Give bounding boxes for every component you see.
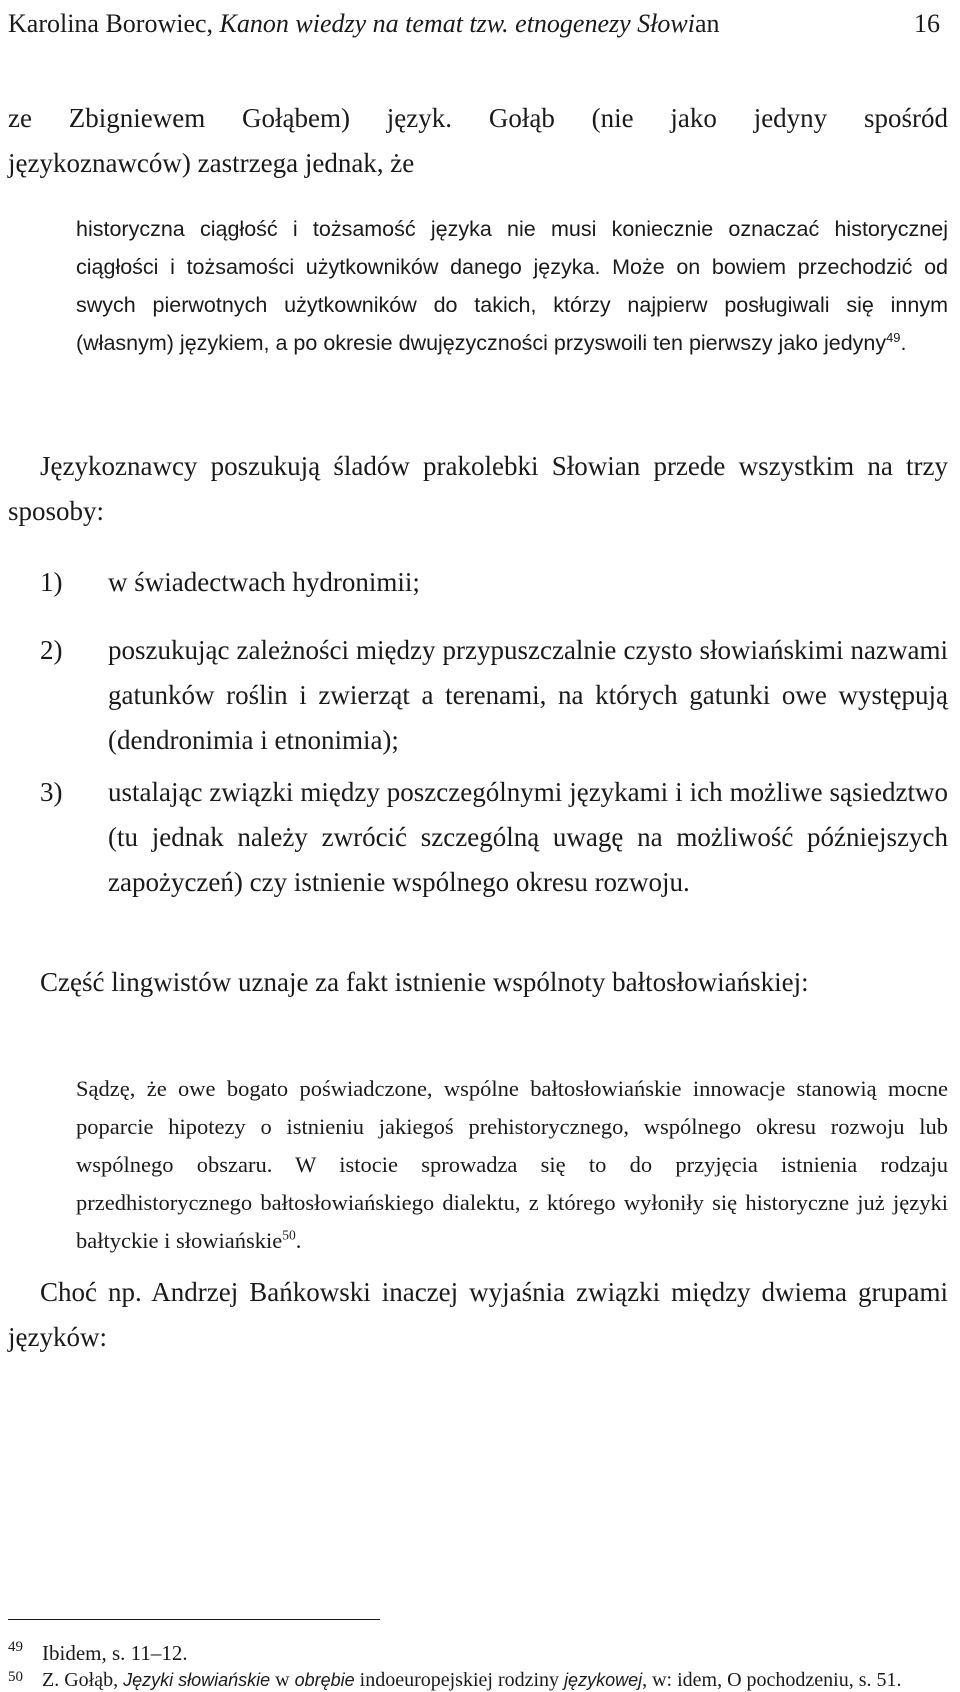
paragraph-balto-slavic: Część lingwistów uznaje za fakt istnienie wspólnoty bałtosłowiańskiej: xyxy=(40,967,809,997)
page-number: 16 xyxy=(914,9,940,38)
footnote-49 xyxy=(8,1638,956,1668)
paragraph-methods: Językoznawcy poszukują śladów prakolebki Słowian przede wszystkim na trzy sposoby: xyxy=(8,451,948,526)
running-header xyxy=(8,4,950,44)
block-quote-balto-slavic-text: Sądzę, że owe bogato poświadczone, wspólne bałtosłowiańskie innowacje stanowią mocne poparcie hipotezy o istnieniu jakiegoś prehistorycznego, wspólnego okresu rozwoju lub wspólnego obszaru. W istocie sprowadza się to do przyjęcia istnienia rodzaju przedhistorycznego bałtosłowiańskiego dialektu, z którego wyłoniły się historyczne już języki bałtyckie i słowiańskie xyxy=(76,1076,948,1253)
list-item-number: 1) xyxy=(40,567,63,597)
paragraph-bankowski: Choć np. Andrzej Bańkowski inaczej wyjaśnia związki między dwiema grupami języków: xyxy=(8,1277,948,1352)
footnote-50 xyxy=(8,1668,956,1692)
paragraph-intro xyxy=(8,96,948,186)
block-quote-golab-text: historyczna ciągłość i tożsamość języka nie musi koniecznie oznaczać historycznej ciągłości i tożsamości użytkowników danego języka. Może on bowiem przechodzić od swych pierwotnych użytkowników do takich, którzy najpierw posługiwali się innym (własnym) językiem, a po okresie dwujęzyczności przyswoili ten pierwszy jako jedyny xyxy=(76,217,948,355)
list-item-text: poszukując zależności między przypuszczalnie czysto słowiańskimi nazwami gatunków roślin i zwierząt a terenami, na których gatunki owe występują (dendronimia i etnonimia); xyxy=(108,635,948,755)
footnote-ref-49[interactable]: 49 xyxy=(886,329,901,345)
header-title: Kanon wiedzy na temat tzw. etnogenezy Słowi xyxy=(219,9,695,38)
footnote-mark: 49 xyxy=(8,1639,23,1655)
footnote-mark: 50 xyxy=(8,1669,23,1685)
list-item-text: ustalając związki między poszczególnymi językami i ich możliwe sąsiedztwo (tu jednak należy zwrócić szczególną uwagę na możliwość późniejszych zapożyczeń) czy istnienie wspólnego okresu rozwoju. xyxy=(108,777,948,897)
footnote-ref-50[interactable]: 50 xyxy=(282,1227,296,1243)
paragraph-intro-line2: językoznawców) zastrzega jednak, że xyxy=(8,148,415,178)
list-item-number: 3) xyxy=(40,777,63,807)
header-author: Karolina Borowiec, xyxy=(8,9,220,38)
footnote-book-title: Języki słowiańskie xyxy=(123,1670,271,1690)
paragraph-intro-line1: ze Zbigniewem Gołąbem) język. Gołąb (nie jako jedyny spośród xyxy=(8,103,948,133)
list-item-text: w świadectwach hydronimii; xyxy=(108,567,420,597)
block-quote-balto-slavic: Sądzę, że owe bogato poświadczone, wspólne bałtosłowiańskie innowacje stanowią mocne poparcie hipotezy o istnieniu jakiegoś prehistorycznego, wspólnego okresu rozwoju lub wspólnego obszaru. W istocie sprowadza się to do przyjęcia istnienia rodzaju przedhistorycznego bałtosłowiańskiego dialektu, z którego wyłoniły się historyczne już języki bałtyckie i słowiańskie$^{50}$. xyxy=(76,1076,948,1253)
list-item-number: 2) xyxy=(40,635,63,665)
block-quote-golab: historyczna ciągłość i tożsamość języka nie musi koniecznie oznaczać historycznej ciągłości i tożsamości użytkowników danego języka. Może on bowiem przechodzić od swych pierwotnych użytkowników do takich, którzy najpierw posługiwali się innym (własnym) językiem, a po okresie dwujęzyczności przyswoili ten pierwszy jako jedyny$^{49}$. xyxy=(76,217,948,355)
footnote-separator xyxy=(8,1619,380,1620)
footnote-text: Z. Gołąb, Języki słowiańskie w obrębie indoeuropejskiej rodziny językowej, w: idem, O pochodzeniu, s. 51. xyxy=(42,1669,902,1691)
header-title-tail: an xyxy=(694,9,720,38)
footnote-text: Ibidem, s. 11–12. xyxy=(42,1641,188,1665)
